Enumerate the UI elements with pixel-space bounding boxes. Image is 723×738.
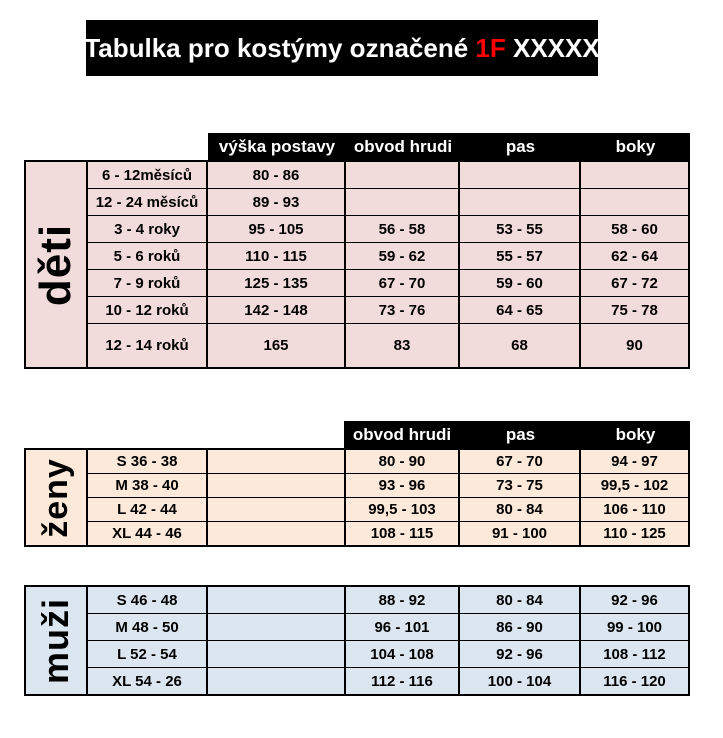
value-cell-boky: 110 - 125 [603, 525, 666, 542]
value-cell-obvod-hrudi: 93 - 96 [346, 474, 460, 497]
value-cell-obvod-hrudi: 67 - 70 [346, 270, 460, 296]
row-label-cell: 5 - 6 roků [88, 243, 208, 269]
value-cell-obvod-hrudi: 88 - 92 [346, 587, 460, 613]
value-cell-pas: 92 - 96 [460, 641, 581, 667]
value-cell-obvod-hrudi [346, 189, 460, 215]
table-row [88, 189, 688, 216]
table-row [88, 614, 688, 641]
value-cell-pas: 55 - 57 [460, 243, 581, 269]
value-cell-boky: 106 - 110 [603, 501, 666, 518]
table-rows-deti [88, 162, 688, 367]
column-header-pas: pas [505, 136, 536, 156]
value-cell-obvod-hrudi: 96 - 101 [346, 614, 460, 640]
value-cell-boky: 92 - 96 [611, 591, 658, 609]
page-title [86, 20, 598, 76]
column-header-row-zeny [344, 421, 690, 448]
value-cell-boky: 75 - 78 [611, 301, 658, 319]
column-header-obvod-hrudi: obvod hrudi [352, 424, 452, 444]
row-label-cell: M 38 - 40 [88, 474, 208, 497]
value-cell-vyska-postavy [208, 498, 346, 521]
table-row [88, 587, 688, 614]
title-text-prefix: Tabulka pro kostýmy označené [84, 32, 476, 63]
value-cell-vyska-postavy: 142 - 148 [208, 297, 346, 323]
row-label-cell: L 42 - 44 [88, 498, 208, 521]
value-cell-pas: 86 - 90 [460, 614, 581, 640]
table-rows-zeny [88, 450, 688, 545]
column-header-row-deti [208, 133, 690, 160]
value-cell-obvod-hrudi [346, 162, 460, 188]
table-row [88, 216, 688, 243]
row-label-cell: XL 54 - 26 [88, 668, 208, 694]
group-label-zeny [26, 450, 88, 545]
value-cell-vyska-postavy [208, 614, 346, 640]
size-table-deti [24, 160, 690, 369]
value-cell-vyska-postavy: 80 - 86 [208, 162, 346, 188]
table-row [88, 522, 688, 545]
value-cell-boky: 108 - 112 [603, 645, 666, 663]
table-row [88, 324, 688, 367]
value-cell-boky [581, 189, 688, 215]
value-cell-pas: 67 - 70 [460, 450, 581, 473]
value-cell-boky: 99,5 - 102 [600, 477, 669, 494]
title-highlight: 1F [475, 32, 506, 63]
value-cell-pas: 73 - 75 [460, 474, 581, 497]
row-label-cell: XL 44 - 46 [88, 522, 208, 545]
table-row [88, 243, 688, 270]
group-label-muzi [26, 587, 88, 694]
table-row [88, 498, 688, 522]
value-cell-pas: 68 [460, 324, 581, 367]
column-header-boky: boky [615, 136, 656, 156]
value-cell-vyska-postavy: 125 - 135 [208, 270, 346, 296]
table-row [88, 297, 688, 324]
row-label-cell: S 46 - 48 [88, 587, 208, 613]
value-cell-pas [460, 189, 581, 215]
row-label-cell: L 52 - 54 [88, 641, 208, 667]
value-cell-obvod-hrudi: 83 [346, 324, 460, 367]
value-cell-boky: 58 - 60 [611, 220, 658, 238]
row-label-cell: 3 - 4 roky [88, 216, 208, 242]
value-cell-obvod-hrudi: 56 - 58 [346, 216, 460, 242]
value-cell-pas: 64 - 65 [460, 297, 581, 323]
table-rows-muzi [88, 587, 688, 694]
value-cell-vyska-postavy [208, 450, 346, 473]
value-cell-obvod-hrudi: 80 - 90 [346, 450, 460, 473]
value-cell-pas: 53 - 55 [460, 216, 581, 242]
value-cell-vyska-postavy [208, 522, 346, 545]
column-header-boky: boky [615, 424, 656, 444]
value-cell-vyska-postavy [208, 587, 346, 613]
table-row [88, 450, 688, 474]
row-label-cell: 12 - 24 měsíců [88, 189, 208, 215]
table-row [88, 474, 688, 498]
table-row [88, 641, 688, 668]
row-label-cell: M 48 - 50 [88, 614, 208, 640]
row-label-cell: 7 - 9 roků [88, 270, 208, 296]
column-header-obvod-hrudi: obvod hrudi [353, 136, 453, 156]
value-cell-boky: 62 - 64 [611, 247, 658, 265]
value-cell-obvod-hrudi: 104 - 108 [346, 641, 460, 667]
group-label-text: muži [35, 597, 77, 684]
title-text-suffix: XXXXX [505, 32, 600, 63]
value-cell-vyska-postavy: 95 - 105 [208, 216, 346, 242]
row-label-cell: 10 - 12 roků [88, 297, 208, 323]
value-cell-obvod-hrudi: 108 - 115 [346, 522, 460, 545]
value-cell-obvod-hrudi: 73 - 76 [346, 297, 460, 323]
value-cell-pas: 80 - 84 [460, 587, 581, 613]
table-row [88, 270, 688, 297]
size-table-muzi [24, 585, 690, 696]
row-label-cell: 12 - 14 roků [88, 324, 208, 367]
table-row [88, 668, 688, 694]
value-cell-boky [581, 162, 688, 188]
column-header-pas: pas [505, 424, 536, 444]
value-cell-vyska-postavy [208, 474, 346, 497]
value-cell-vyska-postavy: 165 [208, 324, 346, 367]
value-cell-boky: 99 - 100 [606, 618, 663, 636]
value-cell-pas: 100 - 104 [460, 668, 581, 694]
group-label-deti [26, 162, 88, 367]
value-cell-vyska-postavy [208, 668, 346, 694]
column-header-vyska-postavy: výška postavy [218, 136, 336, 156]
value-cell-obvod-hrudi: 59 - 62 [346, 243, 460, 269]
group-label-text: ženy [37, 457, 75, 538]
value-cell-pas [460, 162, 581, 188]
value-cell-vyska-postavy [208, 641, 346, 667]
row-label-cell: S 36 - 38 [88, 450, 208, 473]
value-cell-boky: 67 - 72 [611, 274, 658, 292]
value-cell-obvod-hrudi: 99,5 - 103 [346, 498, 460, 521]
table-row [88, 162, 688, 189]
row-label-cell: 6 - 12měsíců [88, 162, 208, 188]
value-cell-boky: 90 [626, 337, 643, 354]
value-cell-vyska-postavy: 110 - 115 [208, 243, 346, 269]
value-cell-pas: 59 - 60 [460, 270, 581, 296]
value-cell-vyska-postavy: 89 - 93 [208, 189, 346, 215]
value-cell-obvod-hrudi: 112 - 116 [346, 668, 460, 694]
size-table-zeny [24, 448, 690, 547]
value-cell-pas: 91 - 100 [460, 522, 581, 545]
value-cell-boky: 94 - 97 [611, 453, 658, 470]
value-cell-boky: 116 - 120 [603, 672, 666, 690]
value-cell-pas: 80 - 84 [460, 498, 581, 521]
group-label-text: děti [31, 223, 81, 306]
